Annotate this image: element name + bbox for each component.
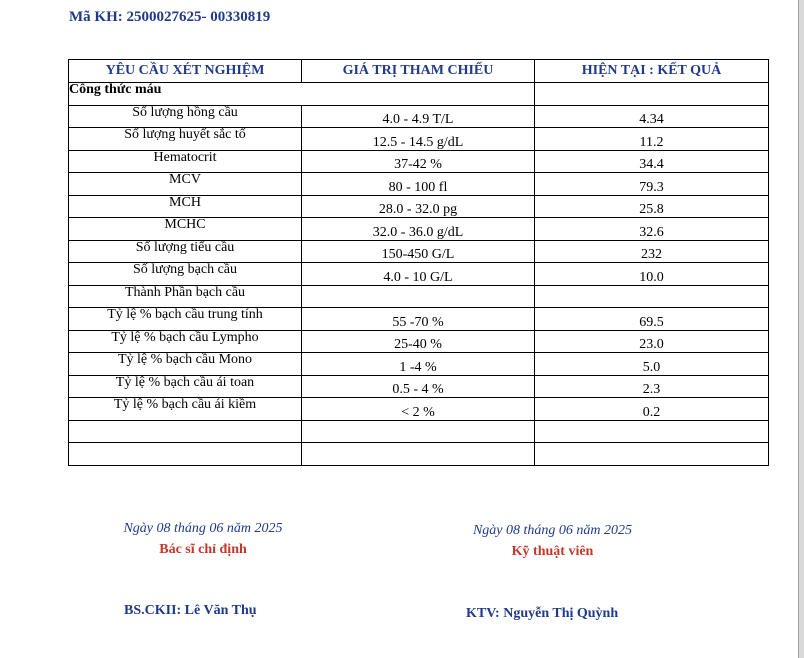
test-name-cell: Tỷ lệ % bạch cầu trung tính bbox=[69, 308, 302, 331]
test-name-cell: Số lượng hồng cầu bbox=[69, 105, 302, 128]
table-row bbox=[69, 218, 769, 241]
group-row bbox=[69, 83, 769, 106]
result-cell: 79.3 bbox=[535, 173, 769, 196]
technician-sign-date: Ngày 08 tháng 06 năm 2025 bbox=[472, 523, 633, 538]
reference-cell: 25-40 % bbox=[302, 330, 535, 353]
result-cell: 232 bbox=[535, 240, 769, 263]
customer-code-label: Mã KH: bbox=[69, 9, 123, 25]
header-test-request: YÊU CẦU XÉT NGHIỆM bbox=[69, 60, 302, 83]
reference-cell: 32.0 - 36.0 g/dL bbox=[302, 218, 535, 241]
test-name-cell: Hematocrit bbox=[69, 150, 302, 173]
table-row bbox=[69, 330, 769, 353]
group-title: Công thức máu bbox=[69, 83, 535, 106]
table-row bbox=[69, 443, 769, 466]
result-cell: 25.8 bbox=[535, 195, 769, 218]
signature-block-doctor bbox=[108, 521, 298, 558]
table-row bbox=[69, 195, 769, 218]
reference-cell: 80 - 100 fl bbox=[302, 173, 535, 196]
table-row bbox=[69, 375, 769, 398]
result-cell: 4.34 bbox=[535, 105, 769, 128]
technician-role: Kỹ thuật viên bbox=[511, 544, 594, 559]
result-cell bbox=[535, 285, 769, 308]
header-reference-value: GIÁ TRỊ THAM CHIẾU bbox=[302, 60, 535, 83]
result-cell: 23.0 bbox=[535, 330, 769, 353]
test-name-cell: Số lượng bạch cầu bbox=[69, 263, 302, 286]
test-name-cell: Tỷ lệ % bạch cầu Lympho bbox=[69, 330, 302, 353]
test-name-cell: MCV bbox=[69, 173, 302, 196]
test-name-cell: Tỷ lệ % bạch cầu Mono bbox=[69, 353, 302, 376]
test-name-cell: Số lượng huyết sắc tố bbox=[69, 128, 302, 151]
reference-cell: 0.5 - 4 % bbox=[302, 375, 535, 398]
customer-code-line bbox=[69, 9, 270, 26]
table-row bbox=[69, 420, 769, 443]
customer-code-value: 2500027625- 00330819 bbox=[126, 9, 271, 25]
result-cell: 11.2 bbox=[535, 128, 769, 151]
table-row bbox=[69, 128, 769, 151]
result-cell: 10.0 bbox=[535, 263, 769, 286]
reference-cell bbox=[302, 443, 535, 466]
result-cell: 32.6 bbox=[535, 218, 769, 241]
table-row bbox=[69, 353, 769, 376]
signature-block-technician bbox=[455, 523, 650, 560]
technician-name: KTV: Nguyễn Thị Quỳnh bbox=[466, 606, 619, 621]
reference-cell: 12.5 - 14.5 g/dL bbox=[302, 128, 535, 151]
table-row bbox=[69, 398, 769, 421]
reference-cell: < 2 % bbox=[302, 398, 535, 421]
result-cell bbox=[535, 443, 769, 466]
reference-cell: 150-450 G/L bbox=[302, 240, 535, 263]
test-name-cell bbox=[69, 443, 302, 466]
reference-cell bbox=[302, 285, 535, 308]
test-name-cell: MCH bbox=[69, 195, 302, 218]
reference-cell bbox=[302, 420, 535, 443]
results-table bbox=[68, 59, 769, 466]
result-cell: 34.4 bbox=[535, 150, 769, 173]
table-row bbox=[69, 105, 769, 128]
reference-cell: 4.0 - 10 G/L bbox=[302, 263, 535, 286]
result-cell: 5.0 bbox=[535, 353, 769, 376]
table-header-row bbox=[69, 60, 769, 83]
doctor-name: BS.CKII: Lê Văn Thụ bbox=[124, 603, 257, 618]
page-scrollbar-edge bbox=[798, 0, 804, 658]
table-row bbox=[69, 240, 769, 263]
group-empty-cell bbox=[535, 83, 769, 106]
test-name-cell: Tỷ lệ % bạch cầu ái toan bbox=[69, 375, 302, 398]
reference-cell: 37-42 % bbox=[302, 150, 535, 173]
test-name-cell: MCHC bbox=[69, 218, 302, 241]
test-name-cell: Số lượng tiểu cầu bbox=[69, 240, 302, 263]
result-cell bbox=[535, 420, 769, 443]
table-row bbox=[69, 285, 769, 308]
test-name-cell bbox=[69, 420, 302, 443]
reference-cell: 4.0 - 4.9 T/L bbox=[302, 105, 535, 128]
test-name-cell: Thành Phần bạch cầu bbox=[69, 285, 302, 308]
reference-cell: 28.0 - 32.0 pg bbox=[302, 195, 535, 218]
result-cell: 2.3 bbox=[535, 375, 769, 398]
doctor-role: Bác sĩ chỉ định bbox=[159, 542, 247, 557]
result-cell: 69.5 bbox=[535, 308, 769, 331]
result-cell: 0.2 bbox=[535, 398, 769, 421]
header-current-result: HIỆN TẠI : KẾT QUẢ bbox=[535, 60, 769, 83]
reference-cell: 55 -70 % bbox=[302, 308, 535, 331]
doctor-sign-date: Ngày 08 tháng 06 năm 2025 bbox=[123, 521, 283, 536]
reference-cell: 1 -4 % bbox=[302, 353, 535, 376]
table-row bbox=[69, 150, 769, 173]
table-row bbox=[69, 173, 769, 196]
table-row bbox=[69, 263, 769, 286]
table-row bbox=[69, 308, 769, 331]
test-name-cell: Tỷ lệ % bạch cầu ái kiềm bbox=[69, 398, 302, 421]
